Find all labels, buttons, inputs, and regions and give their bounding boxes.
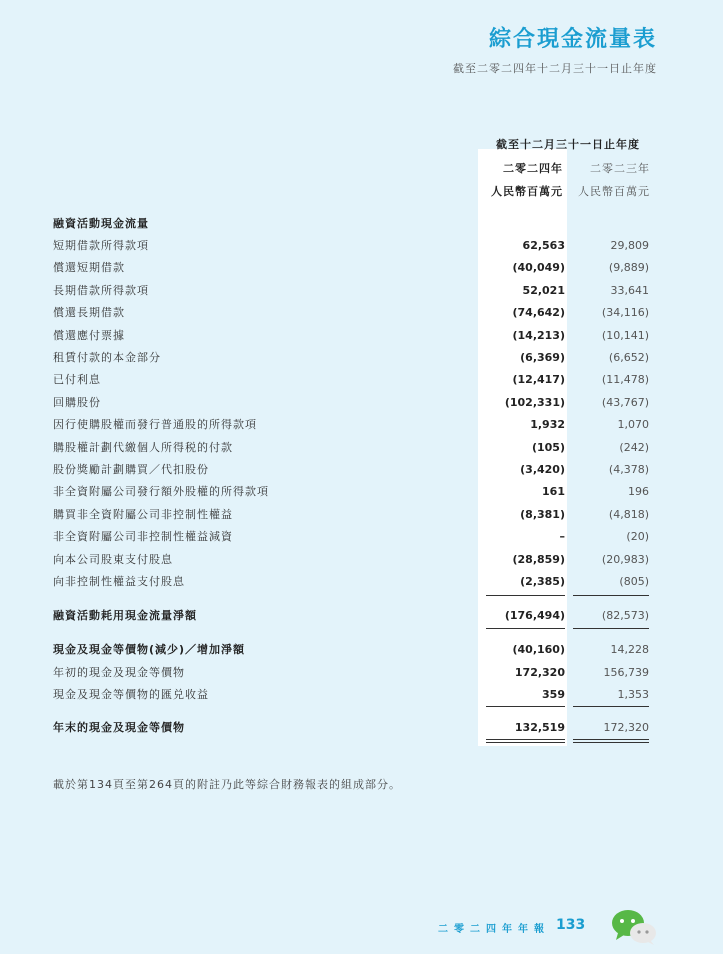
row-value-2023: (43,767) (601, 395, 649, 409)
row-value-2024: (74,642) (512, 306, 565, 320)
row-label: 短期借款所得款項 (53, 239, 149, 252)
row-value-2024: (2,385) (520, 575, 565, 588)
year-end-2023: 172,320 (603, 721, 649, 734)
row-value-2024: (105) (531, 440, 565, 454)
double-line-top-2024 (486, 739, 565, 740)
table-row (53, 460, 653, 480)
row-label: 回購股份 (53, 395, 101, 409)
table-row (53, 505, 653, 525)
double-line-bottom-2023 (573, 742, 649, 743)
row-value-2024: (40,049) (512, 261, 565, 275)
page-number: 133 (556, 917, 586, 933)
row-value-2024: (6,369) (520, 351, 565, 364)
row-label: 償還應付票據 (53, 328, 125, 342)
net-financing-label: 融資活動耗用現金流量淨額 (53, 609, 197, 622)
row-label: 股份獎勵計劃購買／代扣股份 (53, 463, 209, 476)
row-label: 因行使購股權而發行普通股的所得款項 (53, 418, 257, 432)
row-value-2024: 359 (542, 688, 565, 701)
wechat-logo-icon (610, 907, 658, 947)
row-value-2024: 161 (542, 485, 565, 499)
row-value-2023: 156,739 (603, 665, 649, 679)
row-value-2024: 52,021 (522, 283, 565, 297)
row-value-2023: (242) (619, 440, 649, 454)
net-financing-2023: (82,573) (601, 609, 649, 622)
row-value-2023: 196 (628, 485, 649, 499)
row-label: 非全資附屬公司發行額外股權的所得款項 (53, 485, 269, 499)
row-label: 非全資附屬公司非控制性權益減資 (53, 530, 233, 544)
table-row (53, 640, 653, 660)
row-label: 長期借款所得款項 (53, 283, 149, 297)
row-value-2023: (4,818) (608, 507, 649, 521)
row-value-2023: (11,478) (601, 373, 649, 387)
column-year-2024: 二零二四年 (503, 162, 563, 175)
cash-line-2024 (486, 706, 565, 707)
row-label: 年初的現金及現金等價物 (53, 665, 185, 679)
row-value-2023: (805) (619, 575, 649, 588)
row-label: 向非控制性權益支付股息 (53, 575, 185, 588)
table-row (53, 348, 653, 368)
table-row (53, 281, 653, 301)
row-value-2024: (102,331) (504, 395, 565, 409)
year-end-label: 年末的現金及現金等價物 (53, 721, 185, 734)
table-row (53, 370, 653, 390)
row-label: 已付利息 (53, 373, 101, 387)
row-value-2023: (4,378) (608, 463, 649, 476)
row-value-2023: (6,652) (608, 351, 649, 364)
row-value-2023: 1,070 (617, 418, 649, 432)
column-unit-2023: 人民幣百萬元 (578, 185, 650, 198)
table-row (53, 438, 653, 458)
row-label: 租賃付款的本金部分 (53, 351, 161, 364)
section-title: 融資活動現金流量 (53, 217, 149, 230)
row-label: 償還長期借款 (53, 306, 125, 320)
table-row (53, 482, 653, 502)
column-unit-2024: 人民幣百萬元 (491, 185, 563, 198)
subtotal-line-2024 (486, 595, 565, 596)
net-line-2023 (573, 628, 649, 629)
row-value-2023: 14,228 (610, 643, 649, 656)
table-row (53, 663, 653, 683)
row-value-2024: – (559, 530, 565, 544)
row-value-2024: (28,859) (512, 552, 565, 566)
table-row (53, 303, 653, 323)
row-value-2023: (34,116) (601, 306, 649, 320)
cash-line-2023 (573, 706, 649, 707)
row-value-2024: (40,160) (512, 643, 565, 656)
year-end-row (53, 718, 653, 738)
row-label: 購股權計劃代繳個人所得税的付款 (53, 440, 233, 454)
section-title-row (53, 214, 653, 234)
table-row (53, 572, 653, 592)
row-label: 購買非全資附屬公司非控制性權益 (53, 507, 233, 521)
table-row (53, 393, 653, 413)
table-row (53, 415, 653, 435)
row-value-2023: 33,641 (610, 283, 649, 297)
row-label: 償還短期借款 (53, 261, 125, 275)
table-row (53, 236, 653, 256)
report-label: 二零二四年年報 (438, 924, 550, 935)
row-value-2024: 172,320 (514, 665, 565, 679)
net-financing-row (53, 606, 653, 626)
column-year-2023: 二零二三年 (590, 162, 650, 175)
table-row (53, 326, 653, 346)
row-value-2024: 62,563 (522, 239, 565, 252)
table-row (53, 550, 653, 570)
row-value-2024: (3,420) (520, 463, 565, 476)
table-row (53, 258, 653, 278)
table-row (53, 527, 653, 547)
row-value-2023: 1,353 (617, 688, 649, 701)
row-value-2024: (12,417) (512, 373, 565, 387)
row-value-2023: 29,809 (610, 239, 649, 252)
double-line-bottom-2024 (486, 742, 565, 743)
year-end-2024: 132,519 (514, 721, 565, 734)
row-value-2024: (14,213) (512, 328, 565, 342)
table-row (53, 685, 653, 705)
net-line-2024 (486, 628, 565, 629)
period-label: 截至十二月三十一日止年度 (496, 138, 640, 151)
subtotal-line-2023 (573, 595, 649, 596)
row-value-2023: (10,141) (601, 328, 649, 342)
row-value-2023: (20,983) (601, 552, 649, 566)
page-title: 綜合現金流量表 (488, 27, 657, 52)
page-subtitle: 截至二零二四年十二月三十一日止年度 (453, 62, 657, 75)
row-value-2024: (8,381) (520, 507, 565, 521)
footnote: 載於第134頁至第264頁的附註乃此等綜合財務報表的組成部分。 (53, 778, 401, 791)
row-value-2023: (20) (626, 530, 649, 544)
double-line-top-2023 (573, 739, 649, 740)
net-financing-2024: (176,494) (504, 609, 565, 622)
row-label: 現金及現金等價物(減少)／增加淨額 (53, 643, 246, 656)
row-label: 現金及現金等價物的匯兑收益 (53, 688, 209, 701)
row-value-2023: (9,889) (608, 261, 649, 275)
row-value-2024: 1,932 (530, 418, 565, 432)
row-label: 向本公司股東支付股息 (53, 552, 173, 566)
